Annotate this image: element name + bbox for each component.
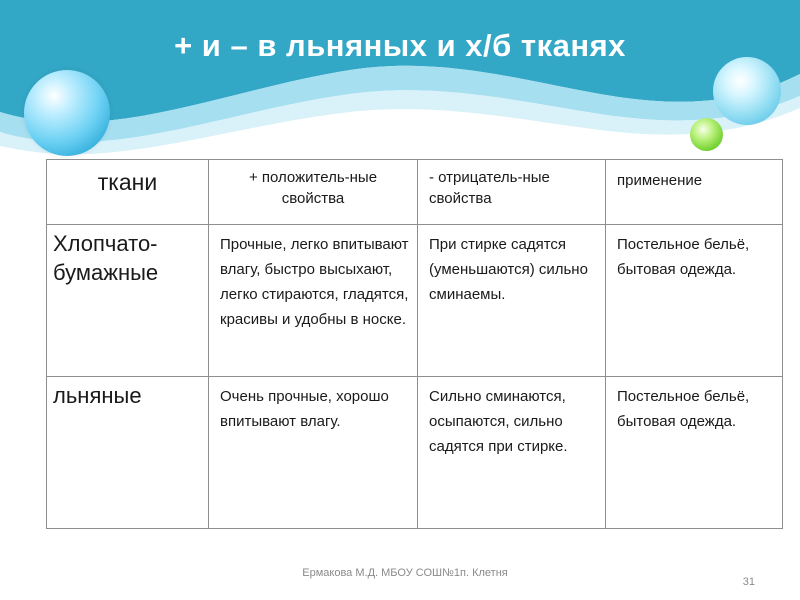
- table-header-row: [47, 160, 783, 225]
- slide-footer: Ермакова М.Д. МБОУ СОШ№1п. Клетня: [302, 567, 508, 579]
- header-cell-usage: применение: [606, 160, 783, 225]
- decorative-bubble-large: [24, 70, 110, 156]
- slide-title: + и – в льняных и х/б тканях: [174, 28, 626, 63]
- header-wave-background: [0, 0, 800, 160]
- table-row: [47, 377, 783, 529]
- decorative-bubble-green: [690, 118, 723, 151]
- row-negative-properties: При стирке садятся (уменьшаются) сильно сминаемы.: [418, 225, 606, 377]
- header-cell-negative: - отрицатель-ные свойства: [418, 160, 606, 225]
- row-fabric-name: Хлопчато-бумажные: [47, 225, 209, 377]
- row-positive-properties: Очень прочные, хорошо впитывают влагу.: [209, 377, 418, 529]
- table-row: [47, 225, 783, 377]
- fabric-properties-table: [46, 159, 783, 529]
- row-positive-properties: Прочные, легко впитывают влагу, быстро высыхают, легко стираются, гладятся, красивы и удобны в носке.: [209, 225, 418, 377]
- row-fabric-name: льняные: [47, 377, 209, 529]
- header-cell-positive: + положитель-ные свойства: [209, 160, 418, 225]
- row-usage: Постельное бельё, бытовая одежда.: [606, 225, 783, 377]
- header-cell-fabrics: ткани: [47, 160, 209, 225]
- row-usage: Постельное бельё, бытовая одежда.: [606, 377, 783, 529]
- decorative-bubble-right: [713, 57, 781, 125]
- row-negative-properties: Сильно сминаются, осыпаются, сильно садятся при стирке.: [418, 377, 606, 529]
- page-number: 31: [742, 576, 755, 588]
